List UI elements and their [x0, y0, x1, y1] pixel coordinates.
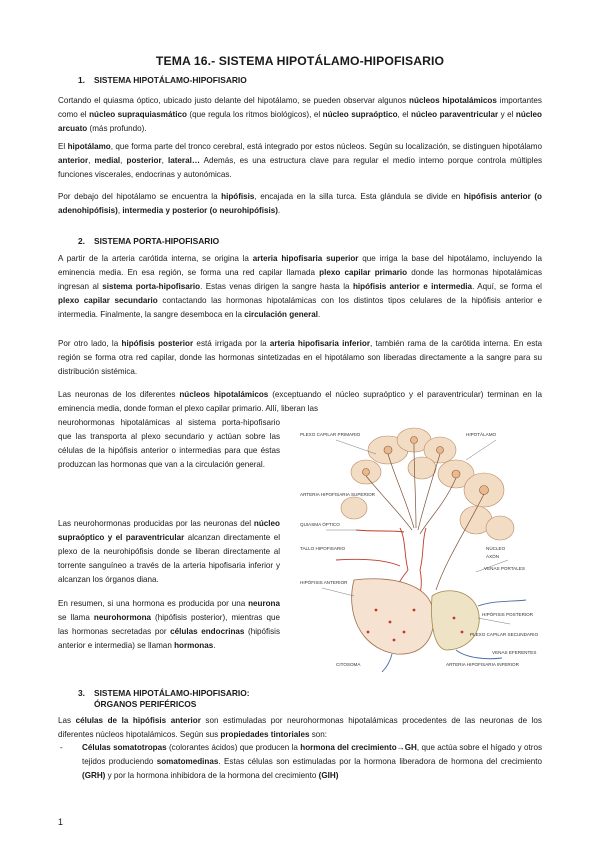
figure-label-arteria-inferior: ARTERIA HIPOFISARIA INFERIOR	[446, 662, 519, 667]
bold-run: hormonas	[174, 640, 214, 650]
text-run: (hipófisis anterior e intermedia) se llaman	[58, 626, 280, 650]
figure-label-plexo-primario: PLEXO CAPILAR PRIMARIO	[300, 432, 361, 437]
text-run: está irrigada por la	[193, 339, 270, 348]
text-run: .	[213, 640, 216, 650]
text-run: (que regula los ritmos biológicos), el	[186, 109, 323, 119]
bold-run: núcleos hipotalámicos	[409, 96, 497, 105]
bold-run: células de la hipófisis anterior	[75, 716, 201, 725]
bold-run: neurona	[248, 599, 280, 608]
paragraph	[58, 337, 542, 379]
bold-run: hipófisis	[221, 192, 255, 201]
bold-run: plexo capilar primario	[319, 267, 408, 277]
figure-label-venas-eferentes: VENAS EFERENTES	[492, 650, 537, 655]
paragraph	[58, 140, 542, 182]
anterior-pituitary-lobe	[352, 579, 434, 654]
paragraph	[58, 714, 542, 742]
bold-run: neurohormona	[93, 612, 152, 622]
text-run: son estimuladas por neurohormonas hipotalámicas procedentes de las neuronas de los diferentes núcleos hipotalámicos. Según sus	[58, 716, 542, 739]
text-run: ,	[120, 155, 127, 165]
figure-label-arteria-superior: ARTERIA HIPOFISARIA SUPERIOR	[300, 492, 375, 497]
bullet-dash: -	[60, 743, 63, 752]
figure-label-plexo-secundario: PLEXO CAPILAR SECUNDARIO	[470, 632, 539, 637]
section-3-title-line1: SISTEMA HIPOTÁLAMO-HIPOFISARIO:	[94, 688, 250, 698]
section-3-number: 3.	[78, 688, 85, 698]
text-run: y el	[498, 109, 516, 119]
hypothalamus-pituitary-figure	[296, 410, 546, 672]
figure-label-hipofisis-posterior: HIPÓFISIS POSTERIOR	[482, 612, 534, 617]
text-run: , que actúa sobre el hígado y otros tejidos produciendo	[82, 743, 543, 766]
figure-label-quiasma: QUIASMA ÓPTICO	[300, 522, 340, 527]
bold-run: núcleo supraquiasmático	[89, 109, 187, 119]
section-2-title: SISTEMA PORTA-HIPOFISARIO	[94, 236, 220, 246]
bold-run: sistema porta-hipofisario	[102, 281, 201, 291]
bold-run: (GIH)	[318, 770, 339, 780]
figure-label-citosoma: CITOSOMA	[336, 662, 361, 667]
bullet-text	[82, 741, 542, 783]
section-2-number: 2.	[78, 236, 85, 246]
text-run: neurohormonas hipotalámicas al sistema porta-hipofisario que las transporta al plexo secundario y actúan sobre las células de la hipófisis anterior o intermedias para que éstas produzcan las hormonas que van a la circulación general.	[58, 418, 280, 469]
text-run: , también rama de la carótida interna. En esta región se forma otra red capilar, donde las hormonas sintetizadas en el hipotálamo son liberadas directamente a la sangre para su distribución sistémica.	[58, 339, 542, 376]
bold-run: núcleo supraóptico	[322, 109, 398, 119]
bold-run: arteria hipofisaria inferior	[269, 339, 370, 348]
bold-run: Células somatotropas	[82, 743, 167, 752]
bold-run: núcleos hipotalámicos	[179, 390, 269, 399]
section-3-title-line2: ÓRGANOS PERIFÉRICOS	[94, 699, 197, 709]
figure-label-nucleo: NÚCLEO	[486, 546, 506, 551]
posterior-pituitary-lobe	[432, 591, 480, 650]
bold-run: hipófisis posterior	[121, 339, 194, 348]
bold-run: (GRH)	[82, 770, 106, 780]
figure-label-hipotalamo: HIPOTÁLAMO	[466, 432, 497, 437]
bold-run: núcleo paraventricular	[411, 109, 499, 119]
text-run: . Aquí, se forma el	[472, 281, 542, 291]
bold-run: somatomedinas	[156, 756, 219, 766]
paragraph	[58, 517, 280, 587]
bold-run: células endocrinas	[170, 626, 245, 636]
text-run: , que forma parte del tronco cerebral, está integrado por estos núcleos. Según su localización, se distinguen hipotálamo	[110, 142, 542, 151]
bold-run: plexo capilar secundario	[58, 295, 158, 305]
bold-run: propiedades tintoriales	[220, 729, 310, 739]
section-1-title: SISTEMA HIPOTÁLAMO-HIPOFISARIO	[94, 75, 247, 85]
figure-label-tallo: TALLO HIPOFISARIO	[300, 546, 346, 551]
paragraph	[58, 252, 542, 322]
section-1-heading	[78, 75, 247, 85]
text-run: alcanzan directamente el plexo de la neurohipófisis donde se liberan directamente al torrente sanguíneo a través de la arteria hipofisaria inferior y alcanzan los órganos diana.	[58, 532, 280, 584]
figure-label-hipofisis-anterior: HIPÓFISIS ANTERIOR	[300, 580, 348, 585]
text-run: El	[58, 142, 68, 151]
bullet-item	[58, 741, 542, 783]
text-run: . Estas venas dirigen la sangre hasta la	[200, 281, 353, 291]
text-run: Las neuronas de los diferentes	[58, 390, 180, 399]
text-run: .	[318, 309, 321, 319]
text-run: , el	[397, 109, 412, 119]
bold-run: lateral…	[167, 155, 200, 165]
paragraph	[58, 190, 542, 218]
bold-run: arteria hipofisaria superior	[252, 254, 359, 263]
section-2-heading	[78, 236, 219, 246]
text-run: se llama	[58, 612, 94, 622]
text-run: ,	[161, 155, 168, 165]
figure-label-venas-portales: VENAS PORTALES	[484, 566, 525, 571]
paragraph	[58, 597, 280, 653]
bold-run: hipófisis anterior (o adenohipófisis)	[58, 192, 542, 215]
text-run: Además, es una estructura clave para regular el medio interno porque controla múltiples funciones viscerales, endocrinas y autonómicas.	[58, 155, 543, 179]
bold-run: núcleo supraóptico y el paraventricular	[58, 519, 280, 542]
page-number: 1	[58, 817, 64, 827]
bold-run: circulación general	[244, 309, 319, 319]
text-run: (más profundo).	[87, 123, 147, 133]
figure-label-axon: AXÓN	[486, 554, 500, 559]
text-run: (hipófisis posterior), mientras que las hormonas secretadas por	[58, 612, 280, 636]
text-run: Las neurohormonas producidas por las neuronas del	[58, 519, 254, 528]
text-run: importantes como el	[58, 96, 542, 119]
bold-run: hipotálamo	[67, 142, 111, 151]
text-run: son:	[309, 729, 328, 739]
text-run: Cortando el quiasma óptico, ubicado justo delante del hipotálamo, se pueden observar algunos	[58, 96, 409, 105]
text-run: donde las hormonas hipotalámicas ingresan al	[58, 267, 543, 291]
text-run: . Estas células son estimuladas por la hormona liberadora de hormona del crecimiento	[218, 756, 542, 766]
bold-run: medial	[94, 155, 121, 165]
bold-run: posterior	[126, 155, 162, 165]
text-run: A partir de la arteria carótida interna, se origina la	[58, 254, 253, 263]
text-run: , encajada en la silla turca. Esta glándula se divide en	[254, 192, 464, 201]
text-run: contactando las hormonas hipotalámicas con los distintos tipos celulares de la hipófisis anterior e intermedia. Finalmente, la sangre desemboca en la	[58, 295, 542, 319]
document-title: TEMA 16.- SISTEMA HIPOTÁLAMO-HIPOFISARIO	[155, 54, 445, 68]
text-run: y por la hormona inhibidora de la hormona del crecimiento	[105, 770, 319, 780]
text-run: .	[277, 205, 281, 215]
text-run: (colorantes ácidos) que producen la	[166, 743, 301, 752]
paragraph	[58, 94, 542, 136]
text-run: ,	[88, 155, 95, 165]
text-run: Por debajo del hipotálamo se encuentra la	[58, 192, 222, 201]
bold-run: hipófisis anterior e intermedia	[352, 281, 473, 291]
text-run: Las	[58, 716, 76, 725]
section-3-heading	[78, 688, 250, 710]
section-1-number: 1.	[78, 75, 85, 85]
text-run: ,	[117, 205, 123, 215]
paragraph	[58, 416, 280, 472]
text-run: que irriga la base del hipotálamo, incluyendo la eminencia media. En esa región, se forma una red capilar llamada	[58, 254, 543, 277]
text-run: En resumen, si una hormona es producida por una	[58, 599, 249, 608]
text-run: (exceptuando el núcleo supraóptico y el paraventricular) terminan en la eminencia media, donde forman el plexo capilar primario. Allí, liberan las	[58, 390, 542, 413]
bold-run: núcleo arcuato	[58, 109, 543, 133]
bold-run: anterior	[58, 155, 89, 165]
text-run: Por otro lado, la	[58, 339, 122, 348]
bold-run: intermedia y posterior (o neurohipófisis)	[122, 205, 278, 215]
bold-run: hormona del crecimiento→GH	[300, 743, 417, 752]
